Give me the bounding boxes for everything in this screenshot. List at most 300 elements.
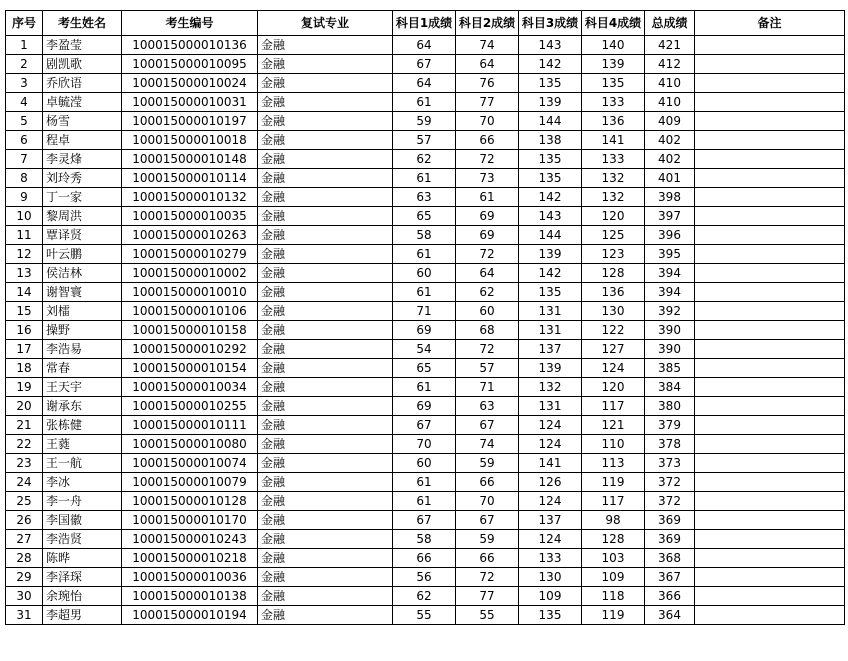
cell-index: 24	[6, 473, 43, 492]
cell-id: 100015000010031	[122, 93, 258, 112]
cell-subject1: 58	[393, 530, 456, 549]
cell-subject2: 71	[456, 378, 519, 397]
cell-id: 100015000010279	[122, 245, 258, 264]
cell-index: 11	[6, 226, 43, 245]
cell-total: 390	[645, 321, 695, 340]
cell-total: 366	[645, 587, 695, 606]
cell-id: 100015000010111	[122, 416, 258, 435]
cell-subject4: 128	[582, 530, 645, 549]
cell-remarks	[695, 74, 845, 93]
cell-index: 31	[6, 606, 43, 625]
cell-subject3: 109	[519, 587, 582, 606]
cell-total: 384	[645, 378, 695, 397]
cell-name: 陈晔	[43, 549, 122, 568]
cell-subject2: 63	[456, 397, 519, 416]
cell-subject3: 131	[519, 302, 582, 321]
cell-name: 王蕤	[43, 435, 122, 454]
cell-subject2: 74	[456, 435, 519, 454]
cell-id: 100015000010132	[122, 188, 258, 207]
cell-total: 390	[645, 340, 695, 359]
cell-major: 金融	[258, 36, 393, 55]
cell-major: 金融	[258, 435, 393, 454]
cell-id: 100015000010136	[122, 36, 258, 55]
cell-total: 421	[645, 36, 695, 55]
cell-subject3: 137	[519, 340, 582, 359]
cell-name: 刘玲秀	[43, 169, 122, 188]
cell-subject4: 118	[582, 587, 645, 606]
cell-subject4: 98	[582, 511, 645, 530]
cell-remarks	[695, 416, 845, 435]
cell-remarks	[695, 93, 845, 112]
cell-id: 100015000010194	[122, 606, 258, 625]
cell-name: 覃译贤	[43, 226, 122, 245]
cell-subject1: 69	[393, 321, 456, 340]
cell-id: 100015000010074	[122, 454, 258, 473]
cell-major: 金融	[258, 188, 393, 207]
cell-remarks	[695, 245, 845, 264]
cell-total: 367	[645, 568, 695, 587]
cell-id: 100015000010079	[122, 473, 258, 492]
cell-index: 16	[6, 321, 43, 340]
cell-index: 19	[6, 378, 43, 397]
header-name: 考生姓名	[43, 11, 122, 36]
table-row	[6, 340, 845, 359]
cell-name: 卓毓滢	[43, 93, 122, 112]
cell-subject2: 77	[456, 587, 519, 606]
cell-major: 金融	[258, 131, 393, 150]
cell-subject4: 127	[582, 340, 645, 359]
cell-subject2: 69	[456, 226, 519, 245]
cell-subject1: 61	[393, 283, 456, 302]
table-row	[6, 435, 845, 454]
table-row	[6, 606, 845, 625]
header-index: 序号	[6, 11, 43, 36]
table-row	[6, 36, 845, 55]
cell-subject2: 66	[456, 549, 519, 568]
cell-subject3: 139	[519, 93, 582, 112]
cell-index: 2	[6, 55, 43, 74]
table-row	[6, 511, 845, 530]
cell-id: 100015000010018	[122, 131, 258, 150]
cell-subject3: 141	[519, 454, 582, 473]
cell-subject3: 135	[519, 169, 582, 188]
table-row	[6, 226, 845, 245]
cell-subject1: 66	[393, 549, 456, 568]
cell-total: 369	[645, 530, 695, 549]
cell-id: 100015000010148	[122, 150, 258, 169]
cell-subject1: 64	[393, 36, 456, 55]
cell-name: 杨雪	[43, 112, 122, 131]
cell-major: 金融	[258, 340, 393, 359]
cell-subject3: 126	[519, 473, 582, 492]
cell-subject1: 56	[393, 568, 456, 587]
cell-subject1: 67	[393, 511, 456, 530]
cell-index: 13	[6, 264, 43, 283]
cell-id: 100015000010197	[122, 112, 258, 131]
header-row	[6, 11, 845, 36]
cell-subject2: 70	[456, 112, 519, 131]
cell-remarks	[695, 454, 845, 473]
cell-major: 金融	[258, 55, 393, 74]
cell-index: 10	[6, 207, 43, 226]
cell-remarks	[695, 112, 845, 131]
cell-major: 金融	[258, 169, 393, 188]
cell-index: 20	[6, 397, 43, 416]
cell-subject4: 124	[582, 359, 645, 378]
cell-name: 李灵烽	[43, 150, 122, 169]
cell-major: 金融	[258, 587, 393, 606]
cell-subject4: 121	[582, 416, 645, 435]
cell-total: 402	[645, 150, 695, 169]
cell-subject3: 138	[519, 131, 582, 150]
cell-total: 402	[645, 131, 695, 150]
cell-subject1: 61	[393, 473, 456, 492]
cell-id: 100015000010170	[122, 511, 258, 530]
header-total: 总成绩	[645, 11, 695, 36]
cell-remarks	[695, 264, 845, 283]
table-row	[6, 378, 845, 397]
cell-subject4: 132	[582, 169, 645, 188]
cell-index: 8	[6, 169, 43, 188]
table-body	[6, 36, 845, 625]
cell-subject2: 64	[456, 264, 519, 283]
table-row	[6, 587, 845, 606]
cell-major: 金融	[258, 549, 393, 568]
cell-id: 100015000010138	[122, 587, 258, 606]
table-row	[6, 454, 845, 473]
table-row	[6, 112, 845, 131]
cell-name: 黎周洪	[43, 207, 122, 226]
cell-total: 394	[645, 283, 695, 302]
cell-subject3: 142	[519, 188, 582, 207]
cell-subject3: 133	[519, 549, 582, 568]
cell-major: 金融	[258, 283, 393, 302]
cell-subject2: 76	[456, 74, 519, 93]
cell-subject2: 62	[456, 283, 519, 302]
cell-subject4: 119	[582, 473, 645, 492]
cell-subject4: 103	[582, 549, 645, 568]
cell-id: 100015000010036	[122, 568, 258, 587]
cell-major: 金融	[258, 492, 393, 511]
cell-index: 28	[6, 549, 43, 568]
cell-major: 金融	[258, 473, 393, 492]
cell-id: 100015000010010	[122, 283, 258, 302]
cell-subject4: 122	[582, 321, 645, 340]
cell-index: 29	[6, 568, 43, 587]
cell-subject2: 64	[456, 55, 519, 74]
cell-subject2: 72	[456, 150, 519, 169]
cell-total: 373	[645, 454, 695, 473]
cell-subject4: 110	[582, 435, 645, 454]
table-row	[6, 264, 845, 283]
cell-id: 100015000010095	[122, 55, 258, 74]
cell-remarks	[695, 36, 845, 55]
cell-major: 金融	[258, 606, 393, 625]
cell-total: 380	[645, 397, 695, 416]
cell-subject3: 131	[519, 397, 582, 416]
cell-major: 金融	[258, 74, 393, 93]
cell-major: 金融	[258, 264, 393, 283]
cell-subject3: 139	[519, 245, 582, 264]
cell-major: 金融	[258, 321, 393, 340]
cell-subject1: 61	[393, 378, 456, 397]
cell-name: 李浩贤	[43, 530, 122, 549]
table-row	[6, 55, 845, 74]
cell-subject4: 120	[582, 378, 645, 397]
cell-subject1: 59	[393, 112, 456, 131]
cell-remarks	[695, 568, 845, 587]
cell-name: 刘檑	[43, 302, 122, 321]
cell-remarks	[695, 226, 845, 245]
cell-subject3: 142	[519, 264, 582, 283]
cell-total: 372	[645, 492, 695, 511]
cell-remarks	[695, 435, 845, 454]
cell-remarks	[695, 150, 845, 169]
cell-total: 396	[645, 226, 695, 245]
cell-subject2: 55	[456, 606, 519, 625]
cell-total: 395	[645, 245, 695, 264]
cell-subject1: 69	[393, 397, 456, 416]
cell-name: 程卓	[43, 131, 122, 150]
table-row	[6, 492, 845, 511]
cell-remarks	[695, 302, 845, 321]
cell-subject3: 124	[519, 435, 582, 454]
table-row	[6, 359, 845, 378]
cell-subject3: 124	[519, 530, 582, 549]
cell-remarks	[695, 321, 845, 340]
table-row	[6, 93, 845, 112]
cell-major: 金融	[258, 226, 393, 245]
cell-subject3: 137	[519, 511, 582, 530]
cell-name: 叶云鹏	[43, 245, 122, 264]
cell-subject4: 119	[582, 606, 645, 625]
table-row	[6, 416, 845, 435]
header-subject2: 科目2成绩	[456, 11, 519, 36]
cell-total: 397	[645, 207, 695, 226]
cell-subject1: 63	[393, 188, 456, 207]
cell-major: 金融	[258, 207, 393, 226]
cell-index: 21	[6, 416, 43, 435]
cell-name: 李盈莹	[43, 36, 122, 55]
cell-subject4: 120	[582, 207, 645, 226]
cell-major: 金融	[258, 568, 393, 587]
cell-name: 丁一家	[43, 188, 122, 207]
cell-subject4: 139	[582, 55, 645, 74]
table-row	[6, 473, 845, 492]
cell-remarks	[695, 340, 845, 359]
cell-index: 1	[6, 36, 43, 55]
cell-subject4: 133	[582, 93, 645, 112]
cell-subject2: 57	[456, 359, 519, 378]
cell-total: 369	[645, 511, 695, 530]
cell-subject3: 143	[519, 36, 582, 55]
cell-subject2: 69	[456, 207, 519, 226]
cell-subject2: 72	[456, 245, 519, 264]
cell-remarks	[695, 55, 845, 74]
cell-id: 100015000010128	[122, 492, 258, 511]
cell-major: 金融	[258, 245, 393, 264]
cell-subject2: 72	[456, 568, 519, 587]
cell-subject2: 67	[456, 511, 519, 530]
cell-subject4: 136	[582, 283, 645, 302]
cell-subject1: 62	[393, 587, 456, 606]
cell-index: 26	[6, 511, 43, 530]
cell-subject3: 135	[519, 150, 582, 169]
table-row	[6, 321, 845, 340]
cell-id: 100015000010034	[122, 378, 258, 397]
cell-subject4: 135	[582, 74, 645, 93]
cell-name: 常春	[43, 359, 122, 378]
cell-major: 金融	[258, 397, 393, 416]
cell-index: 9	[6, 188, 43, 207]
cell-major: 金融	[258, 530, 393, 549]
cell-subject3: 135	[519, 606, 582, 625]
cell-total: 398	[645, 188, 695, 207]
cell-index: 5	[6, 112, 43, 131]
cell-remarks	[695, 606, 845, 625]
cell-subject3: 144	[519, 112, 582, 131]
header-remarks: 备注	[695, 11, 845, 36]
cell-major: 金融	[258, 359, 393, 378]
cell-remarks	[695, 378, 845, 397]
table-row	[6, 302, 845, 321]
cell-subject3: 130	[519, 568, 582, 587]
cell-major: 金融	[258, 454, 393, 473]
cell-id: 100015000010154	[122, 359, 258, 378]
cell-subject2: 61	[456, 188, 519, 207]
cell-id: 100015000010255	[122, 397, 258, 416]
cell-subject1: 55	[393, 606, 456, 625]
cell-index: 6	[6, 131, 43, 150]
cell-subject1: 61	[393, 93, 456, 112]
cell-total: 410	[645, 74, 695, 93]
cell-index: 27	[6, 530, 43, 549]
cell-major: 金融	[258, 302, 393, 321]
table-row	[6, 530, 845, 549]
cell-subject4: 128	[582, 264, 645, 283]
header-major: 复试专业	[258, 11, 393, 36]
cell-subject3: 124	[519, 416, 582, 435]
cell-subject3: 143	[519, 207, 582, 226]
cell-subject4: 133	[582, 150, 645, 169]
cell-index: 23	[6, 454, 43, 473]
cell-index: 30	[6, 587, 43, 606]
cell-id: 100015000010080	[122, 435, 258, 454]
cell-total: 410	[645, 93, 695, 112]
cell-subject4: 132	[582, 188, 645, 207]
cell-index: 4	[6, 93, 43, 112]
cell-total: 372	[645, 473, 695, 492]
cell-subject3: 135	[519, 283, 582, 302]
header-subject1: 科目1成绩	[393, 11, 456, 36]
cell-name: 李一舟	[43, 492, 122, 511]
cell-subject3: 139	[519, 359, 582, 378]
table-row	[6, 74, 845, 93]
cell-subject1: 71	[393, 302, 456, 321]
cell-total: 368	[645, 549, 695, 568]
cell-subject2: 74	[456, 36, 519, 55]
cell-remarks	[695, 131, 845, 150]
cell-subject2: 66	[456, 473, 519, 492]
cell-subject4: 113	[582, 454, 645, 473]
cell-subject1: 61	[393, 169, 456, 188]
cell-name: 侯洁林	[43, 264, 122, 283]
cell-subject1: 61	[393, 492, 456, 511]
cell-subject3: 144	[519, 226, 582, 245]
cell-total: 392	[645, 302, 695, 321]
cell-total: 379	[645, 416, 695, 435]
cell-remarks	[695, 473, 845, 492]
cell-total: 394	[645, 264, 695, 283]
cell-index: 12	[6, 245, 43, 264]
cell-id: 100015000010263	[122, 226, 258, 245]
cell-index: 3	[6, 74, 43, 93]
cell-name: 谢承东	[43, 397, 122, 416]
cell-name: 乔欣语	[43, 74, 122, 93]
cell-name: 剧凯歌	[43, 55, 122, 74]
cell-subject1: 58	[393, 226, 456, 245]
cell-subject4: 125	[582, 226, 645, 245]
cell-subject4: 117	[582, 397, 645, 416]
table-row	[6, 207, 845, 226]
table-row	[6, 188, 845, 207]
cell-major: 金融	[258, 511, 393, 530]
cell-name: 李国徽	[43, 511, 122, 530]
cell-total: 364	[645, 606, 695, 625]
cell-id: 100015000010114	[122, 169, 258, 188]
cell-subject4: 109	[582, 568, 645, 587]
cell-subject2: 66	[456, 131, 519, 150]
cell-subject3: 132	[519, 378, 582, 397]
cell-subject2: 59	[456, 530, 519, 549]
cell-subject4: 140	[582, 36, 645, 55]
cell-index: 18	[6, 359, 43, 378]
header-subject3: 科目3成绩	[519, 11, 582, 36]
cell-id: 100015000010002	[122, 264, 258, 283]
cell-subject1: 67	[393, 55, 456, 74]
cell-remarks	[695, 169, 845, 188]
cell-subject1: 60	[393, 264, 456, 283]
cell-remarks	[695, 283, 845, 302]
cell-index: 7	[6, 150, 43, 169]
cell-id: 100015000010292	[122, 340, 258, 359]
cell-name: 王一航	[43, 454, 122, 473]
cell-remarks	[695, 511, 845, 530]
cell-id: 100015000010106	[122, 302, 258, 321]
cell-subject2: 70	[456, 492, 519, 511]
cell-subject3: 135	[519, 74, 582, 93]
cell-remarks	[695, 397, 845, 416]
cell-index: 25	[6, 492, 43, 511]
cell-remarks	[695, 492, 845, 511]
cell-index: 22	[6, 435, 43, 454]
cell-index: 14	[6, 283, 43, 302]
cell-subject4: 117	[582, 492, 645, 511]
score-table	[5, 10, 845, 625]
cell-subject2: 72	[456, 340, 519, 359]
cell-name: 余琬怡	[43, 587, 122, 606]
header-id: 考生编号	[122, 11, 258, 36]
cell-subject1: 65	[393, 207, 456, 226]
cell-remarks	[695, 530, 845, 549]
table-row	[6, 283, 845, 302]
cell-name: 谢智寰	[43, 283, 122, 302]
header-subject4: 科目4成绩	[582, 11, 645, 36]
cell-subject1: 60	[393, 454, 456, 473]
cell-name: 操野	[43, 321, 122, 340]
cell-subject1: 67	[393, 416, 456, 435]
cell-name: 李泽琛	[43, 568, 122, 587]
